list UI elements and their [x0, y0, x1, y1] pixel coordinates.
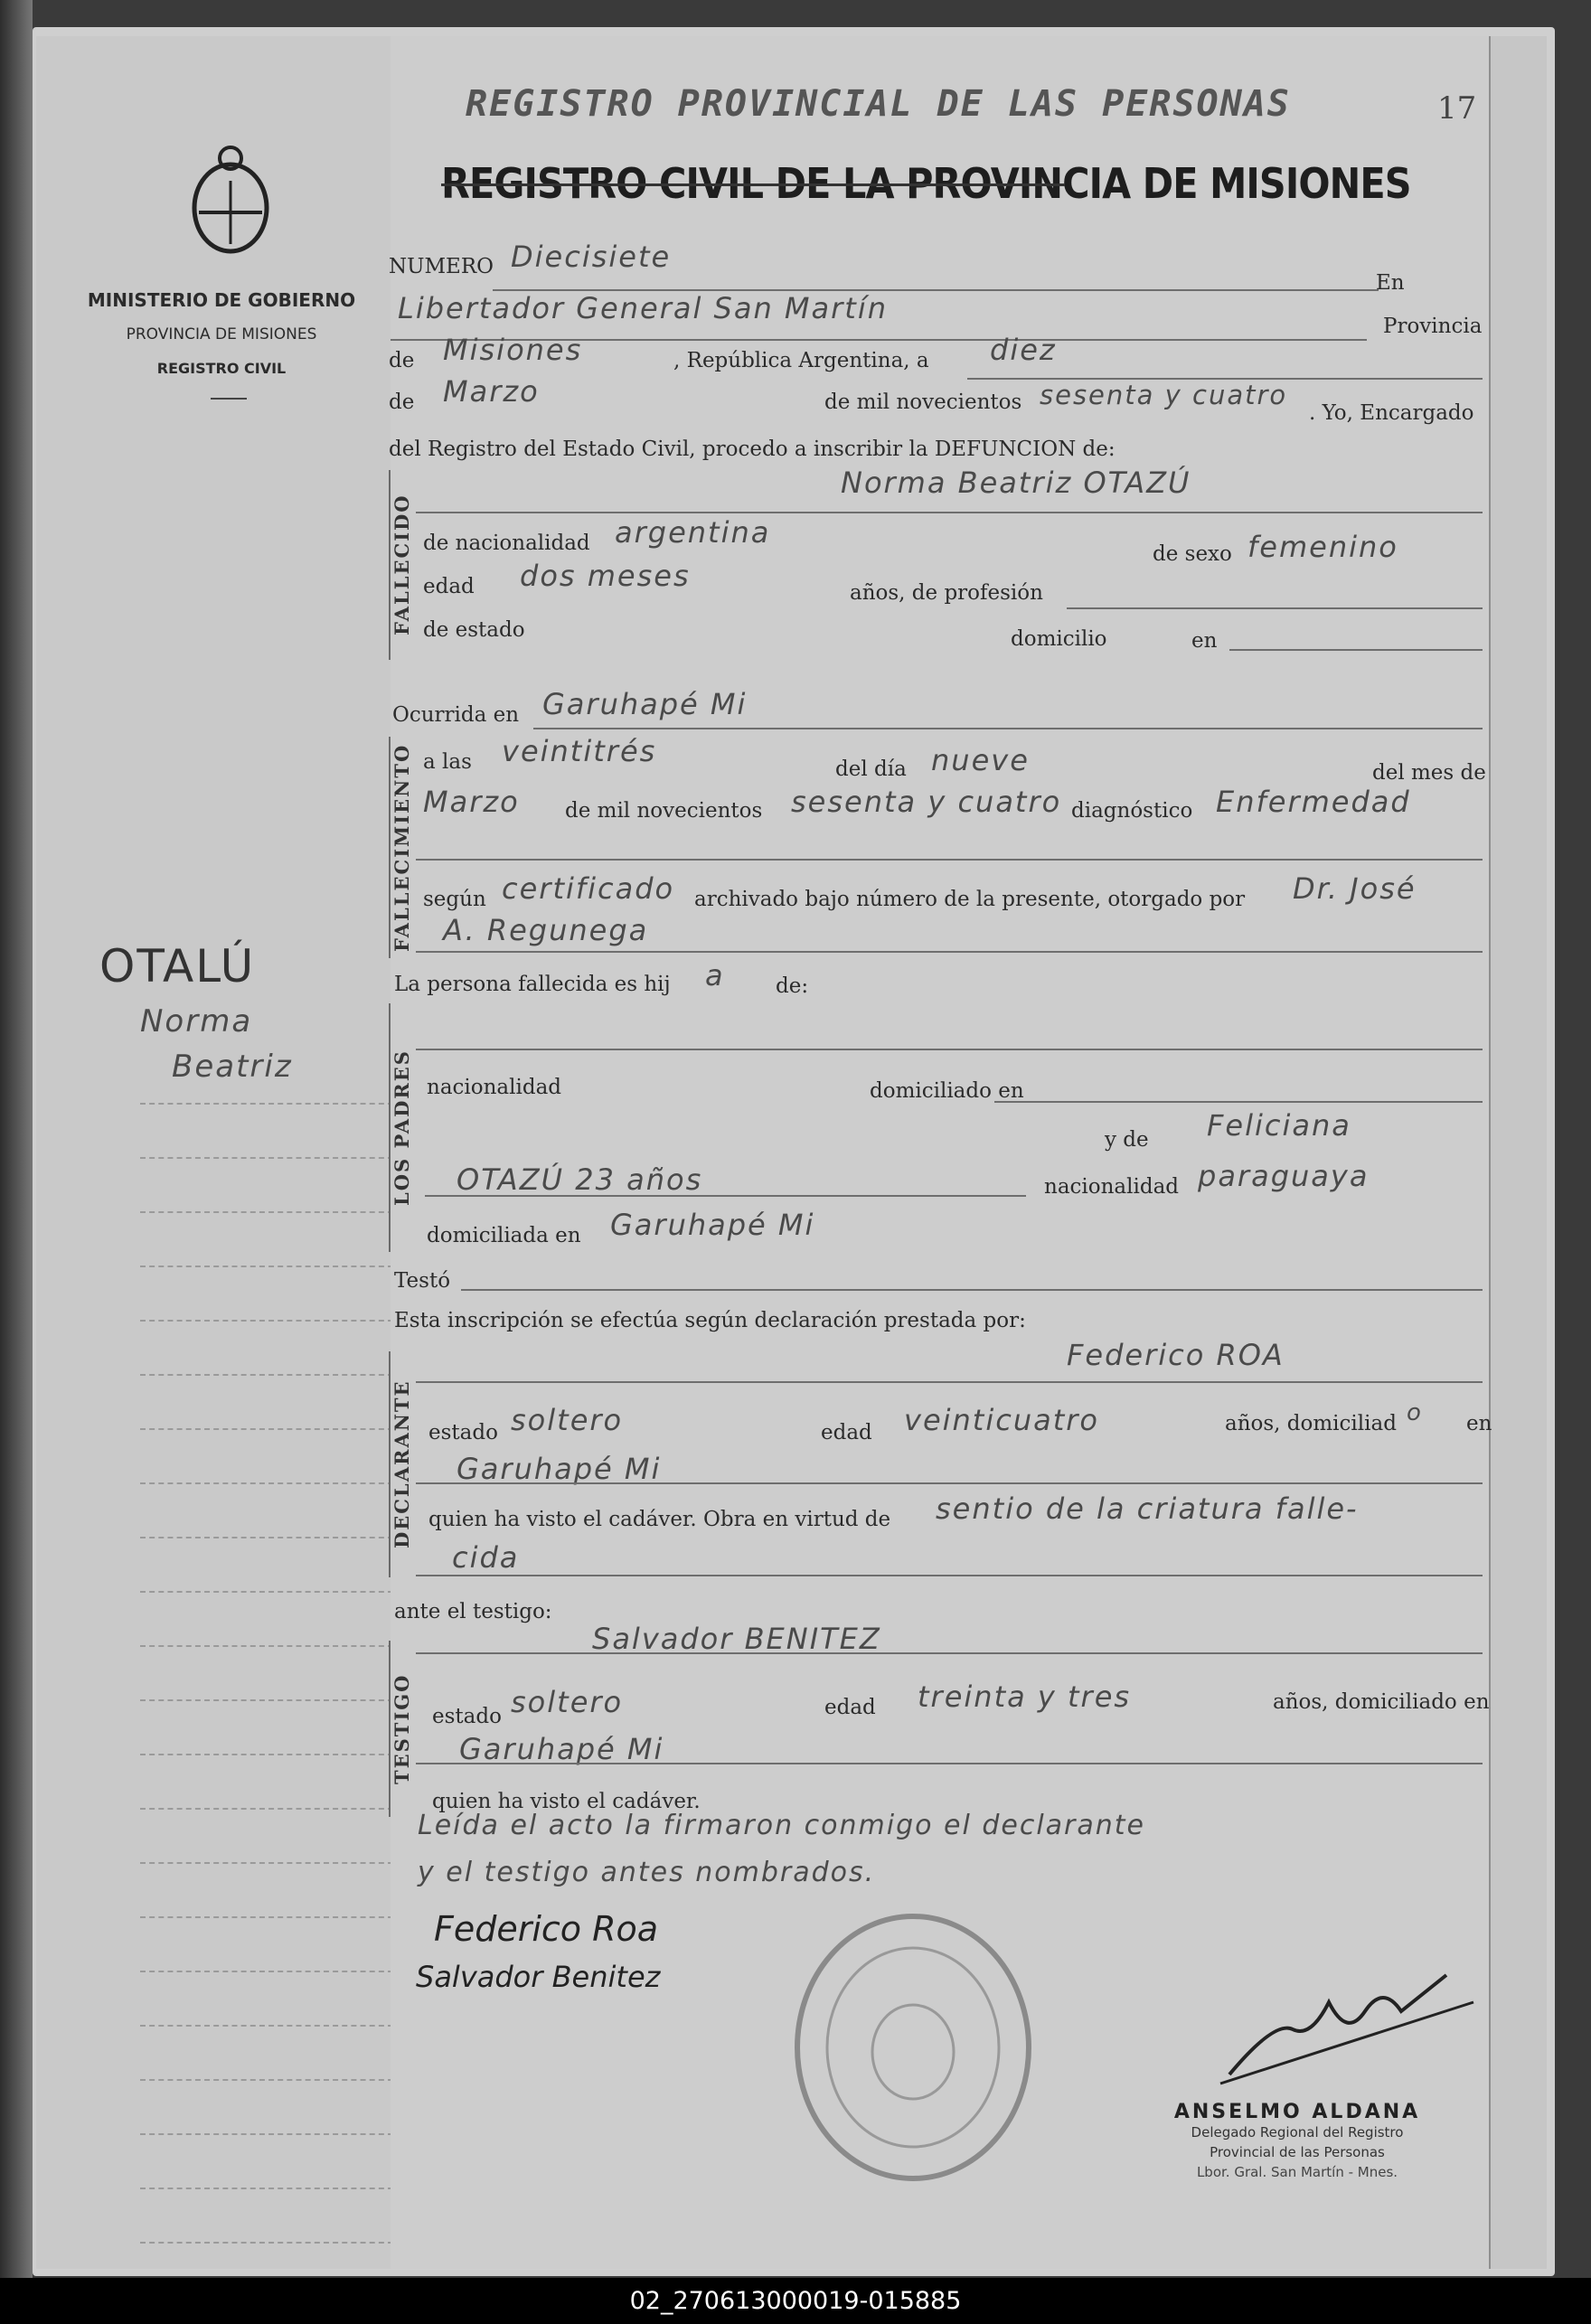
- label-de-estado: de estado: [423, 618, 525, 642]
- value-cierre1: Leída el acto la firmaron conmigo el declarante: [418, 1810, 1146, 1841]
- label-republica: , República Argentina, a: [673, 349, 929, 372]
- label-edad3: edad: [824, 1696, 876, 1719]
- label-quien-visto2: quien ha visto el cadáver.: [432, 1790, 701, 1813]
- value-decl-estado: soltero: [511, 1403, 624, 1437]
- line: [416, 1575, 1483, 1576]
- footer-id: 02_270613000019-015885: [629, 2287, 962, 2315]
- value-edad: dos meses: [520, 559, 691, 593]
- label-archivado: archivado bajo número de la presente, otorgado por: [694, 888, 1246, 911]
- label-y-de: y de: [1105, 1128, 1149, 1152]
- label-testo: Testó: [394, 1269, 451, 1293]
- label-ante-testigo: ante el testigo:: [394, 1600, 552, 1623]
- line: [416, 951, 1483, 953]
- value-testigo: Salvador BENITEZ: [592, 1622, 881, 1656]
- line: [1067, 607, 1483, 609]
- label-del-dia: del día: [835, 757, 907, 781]
- value-ocurrida: Garuhapé Mi: [542, 687, 748, 721]
- value-test-dom: Garuhapé Mi: [459, 1732, 664, 1766]
- label-anos-domiciliado2: años, domiciliado en: [1273, 1690, 1490, 1714]
- section-padres: LOS PADRES: [391, 1049, 413, 1206]
- value-hija-sufijo: a: [705, 958, 725, 993]
- value-obra2: cida: [452, 1540, 520, 1575]
- official-signature-icon: [1211, 1966, 1483, 2093]
- value-dia-fallec: nueve: [931, 743, 1030, 777]
- page-title: REGISTRO CIVIL DE LA PROVINCIA DE MISIONES: [441, 159, 1411, 208]
- value-madre-dom: Garuhapé Mi: [610, 1208, 815, 1242]
- label-del-mes: del mes de: [1372, 761, 1486, 785]
- section-testigo: TESTIGO: [391, 1673, 413, 1784]
- value-hora: veintitrés: [502, 734, 657, 768]
- label-domiciliada-en: domiciliada en: [427, 1224, 581, 1247]
- value-cierre2: y el testigo antes nombrados.: [418, 1857, 876, 1888]
- line: [416, 512, 1483, 513]
- value-medico2: A. Regunega: [443, 913, 649, 947]
- label-de: de: [389, 390, 415, 414]
- value-diagnostico: Enfermedad: [1216, 785, 1411, 819]
- line: [461, 1289, 1483, 1291]
- label-de-mil: de mil novecientos: [824, 390, 1022, 414]
- label-quien-visto: quien ha visto el cadáver. Obra en virtud de: [428, 1508, 891, 1531]
- label-mil-novecientos: de mil novecientos: [565, 799, 763, 823]
- ministry-line3: REGISTRO CIVIL: [156, 360, 287, 377]
- official-name: ANSELMO ALDANA: [1173, 2101, 1421, 2123]
- label-estado2: estado: [432, 1705, 502, 1728]
- label-edad: edad: [821, 1421, 872, 1444]
- value-test-edad: treinta y tres: [918, 1679, 1132, 1714]
- line: [533, 728, 1483, 729]
- stamp-heading: REGISTRO PROVINCIAL DE LAS PERSONAS: [466, 83, 1291, 125]
- label-de: de: [389, 349, 415, 372]
- value-mes: Marzo: [443, 374, 540, 409]
- label-estado: estado: [428, 1421, 498, 1444]
- section-declarante: DECLARANTE: [391, 1379, 413, 1549]
- value-anio-fallec: sesenta y cuatro: [791, 785, 1062, 819]
- value-decl-suf: o: [1407, 1399, 1423, 1426]
- label-ocurrida: Ocurrida en: [392, 703, 520, 727]
- label-domicilio: domicilio: [1011, 627, 1107, 651]
- label-a-las: a las: [423, 750, 472, 774]
- value-decl-edad: veinticuatro: [904, 1403, 1099, 1437]
- ministry-line1: MINISTERIO DE GOBIERNO: [87, 289, 356, 311]
- value-obra1: sentio de la criatura falle-: [936, 1491, 1359, 1526]
- value-localidad: Libertador General San Martín: [398, 291, 888, 325]
- label-del-registro: del Registro del Estado Civil, procedo a inscribir la DEFUNCION de:: [389, 438, 1116, 461]
- value-numero: Diecisiete: [511, 240, 672, 274]
- label-en: en: [1466, 1412, 1492, 1435]
- line: [416, 1049, 1483, 1050]
- value-decl-dom: Garuhapé Mi: [457, 1452, 662, 1486]
- image-footer: [0, 2278, 1591, 2324]
- value-nacionalidad: argentina: [615, 515, 771, 550]
- label-nacionalidad: nacionalidad: [427, 1076, 562, 1099]
- label-anos-profesion: años, de profesión: [850, 581, 1043, 605]
- ministry-line2: PROVINCIA DE MISIONES: [126, 325, 317, 343]
- label-yo: . Yo, Encargado: [1309, 401, 1474, 425]
- value-medico1: Dr. José: [1293, 871, 1417, 906]
- value-sexo: femenino: [1247, 530, 1398, 564]
- label-domiciliado-en: domiciliado en: [870, 1079, 1024, 1103]
- line: [416, 1381, 1483, 1383]
- value-test-estado: soltero: [511, 1685, 624, 1719]
- value-madre-nac: paraguaya: [1198, 1159, 1370, 1193]
- section-fallecido: FALLECIDO: [391, 494, 413, 636]
- margin-surname: OTALÚ: [99, 940, 256, 993]
- signature-declarante: Federico Roa: [434, 1909, 659, 1949]
- label-nacionalidad2: nacionalidad: [1044, 1175, 1180, 1199]
- label-anos-domiciliado: años, domiciliad: [1225, 1412, 1397, 1435]
- label-en: En: [1376, 271, 1405, 295]
- label-segun: según: [423, 888, 486, 911]
- line: [416, 1652, 1483, 1654]
- value-provincia: Misiones: [443, 333, 583, 367]
- value-dia: diez: [990, 333, 1057, 367]
- value-anio: sesenta y cuatro: [1040, 380, 1288, 410]
- page-number: 17: [1437, 90, 1477, 127]
- value-madre2: OTAZÚ 23 años: [457, 1162, 703, 1197]
- value-declarante: Federico ROA: [1067, 1338, 1285, 1372]
- value-certificado: certificado: [502, 871, 675, 906]
- label-edad: edad: [423, 575, 475, 598]
- label-declaracion: Esta inscripción se efectúa según declaración prestada por:: [394, 1309, 1026, 1332]
- label-sexo: de sexo: [1153, 542, 1232, 566]
- signature-testigo: Salvador Benitez: [416, 1960, 661, 1994]
- label-diagnostico: diagnóstico: [1071, 799, 1193, 823]
- label-hija-de: de:: [776, 974, 809, 998]
- line: [425, 1195, 1026, 1197]
- official-role3: Lbor. Gral. San Martín - Mnes.: [1196, 2164, 1398, 2180]
- official-role1: Delegado Regional del Registro: [1191, 2124, 1404, 2141]
- value-fallecido: Norma Beatriz OTAZÚ: [841, 466, 1191, 500]
- line: [416, 859, 1483, 861]
- line: [416, 1482, 1483, 1484]
- line: [1229, 649, 1483, 651]
- value-mes-fallec: Marzo: [423, 785, 520, 819]
- margin-name1: Norma: [140, 1003, 253, 1040]
- margin-name2: Beatriz: [172, 1049, 293, 1085]
- value-madre1: Feliciana: [1207, 1108, 1351, 1143]
- label-nacionalidad: de nacionalidad: [423, 532, 590, 555]
- official-seal-icon: [786, 1907, 1040, 2188]
- label-provincia: Provincia: [1383, 315, 1483, 338]
- line: [994, 1101, 1483, 1103]
- line: [416, 1763, 1483, 1764]
- label-numero: NUMERO: [389, 255, 494, 278]
- label-en: en: [1191, 629, 1218, 653]
- label-hija: La persona fallecida es hij: [394, 973, 671, 996]
- section-fallecimiento: FALLECIMIENTO: [391, 743, 413, 952]
- official-role2: Provincial de las Personas: [1210, 2144, 1385, 2160]
